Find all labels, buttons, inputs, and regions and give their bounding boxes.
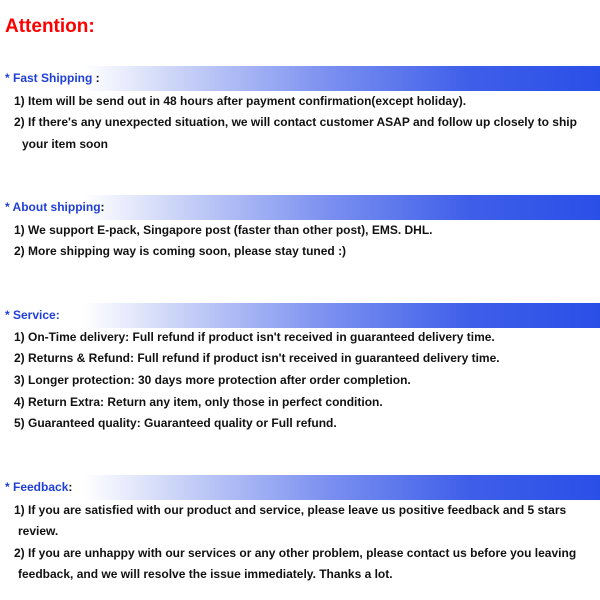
feedback-line-1: 1) If you are satisfied with our product and service, please leave us positive feedback and 5 stars xyxy=(14,503,567,517)
section-header-about-shipping xyxy=(0,195,600,220)
section-label-service: * Service: xyxy=(5,308,60,322)
feedback-line-2: review. xyxy=(18,524,59,538)
section-header-service xyxy=(0,303,600,328)
section-header-fast-shipping xyxy=(0,66,600,91)
fast-shipping-line-2: 2) If there's any unexpected situation, we will contact customer ASAP and follow up closely to ship xyxy=(14,115,577,129)
about-shipping-line-2: 2) More shipping way is coming soon, please stay tuned :) xyxy=(14,244,347,258)
section-label-fast-shipping: * Fast Shipping xyxy=(5,71,93,85)
section-header-feedback xyxy=(0,475,600,500)
service-line-5: 5) Guaranteed quality: Guaranteed quality or Full refund. xyxy=(14,416,337,430)
section-label-colon: : xyxy=(92,71,100,85)
service-line-4: 4) Return Extra: Return any item, only those in perfect condition. xyxy=(14,395,383,409)
section-label-colon: : xyxy=(68,480,73,494)
section-label-colon: : xyxy=(100,200,105,214)
feedback-line-4: feedback, and we will resolve the issue immediately. Thanks a lot. xyxy=(18,567,393,581)
service-line-2: 2) Returns & Refund: Full refund if product isn't received in guaranteed delivery time. xyxy=(14,351,500,365)
section-label-about-shipping: * About shipping xyxy=(5,200,101,214)
fast-shipping-line-1: 1) Item will be send out in 48 hours after payment confirmation(except holiday). xyxy=(14,94,467,108)
service-line-3: 3) Longer protection: 30 days more protection after order completion. xyxy=(14,373,411,387)
fast-shipping-line-3: your item soon xyxy=(22,137,109,151)
service-line-1: 1) On-Time delivery: Full refund if product isn't received in guaranteed delivery time. xyxy=(14,330,495,344)
feedback-line-3: 2) If you are unhappy with our services or any other problem, please contact us before you leaving xyxy=(14,546,577,560)
section-label-feedback: * Feedback xyxy=(5,480,69,494)
about-shipping-line-1: 1) We support E-pack, Singapore post (faster than other post), EMS. DHL. xyxy=(14,223,433,237)
page-title: Attention: xyxy=(5,16,95,37)
